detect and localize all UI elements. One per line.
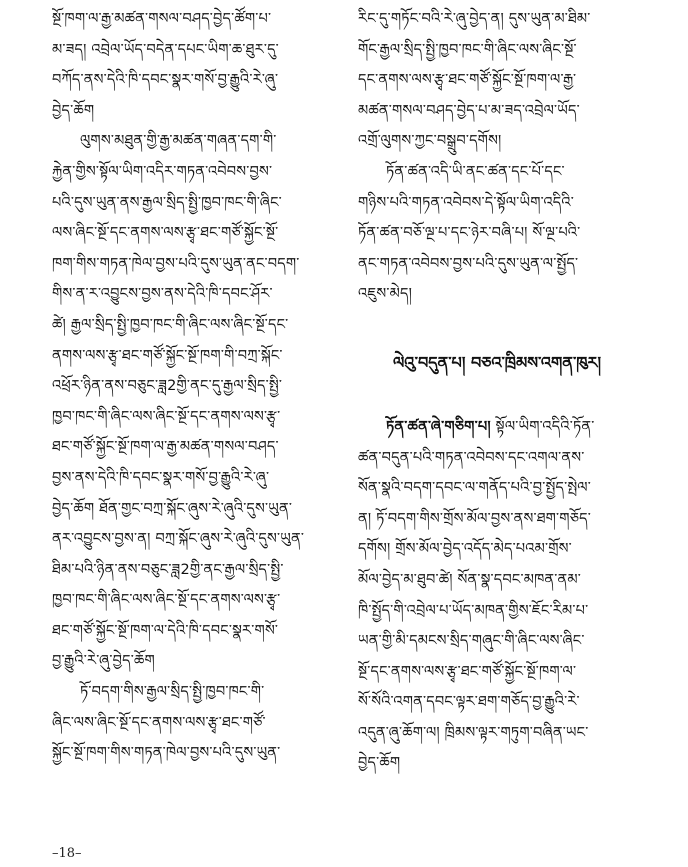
text-line: འཇུས་མེད། bbox=[358, 286, 413, 303]
text-line: ཡན་གྱི་མི་དམངས་སྲིད་གཞུང་གི་ཞིང་ལས་ཞིང་ bbox=[358, 633, 585, 650]
text-line: དགོས། གྲོས་མོལ་བྱེད་འདོད་མེད་པའམ་གྲོས་ bbox=[358, 541, 572, 558]
text-line: བྱེད་ཆོག ཐོན་གྱང་བཀྲ་སྐོང་ཞུས་རེ་ཞུའི་དུས་ཡུན་ bbox=[52, 500, 293, 517]
right-paragraph-2 bbox=[358, 157, 636, 310]
text-line: ཐང་གཙོ་སྐྱོང་སྔོ་ཁག་ལ་དེའི་ཁི་དབང་སྣར་གསོ་ bbox=[52, 622, 279, 639]
left-column bbox=[52, 4, 328, 769]
text-line: པའི་དུས་ཡུན་ནས་རྒྱལ་སྲིད་སྤྱི་ཁྱབ་ཁང་གི་ཞིང་ bbox=[52, 194, 282, 211]
text-line: ནར་འབྱུངས་བྱས་ན། བཀྲ་སྐོང་ཞུས་རེ་ཞུའི་དུས་ཡུན་ bbox=[52, 531, 305, 548]
text-line: མཚན་གསལ་བཤད་བྱེད་པ་མ་ཟད་འབྲེལ་ཡོད་ bbox=[358, 102, 580, 119]
text-line: མོལ་བྱེད་མ་ཐུབ་ཚེ། སོན་སྣ་དབང་མཁན་ནམ་ bbox=[358, 571, 582, 588]
text-line: འཕྲོར་ཉིན་ནས་བཅུང་ཟླ2གྱི་ནང་དུ་རྒྱལ་སྲིད་སྤྱི་ bbox=[52, 378, 283, 395]
text-line: བཀོད་ནས་དེའི་ཁི་དབང་སྣར་གསོ་བྱ་རྒྱུའི་རེ་ཞུ་ bbox=[52, 72, 279, 89]
text-line: ཁྱབ་ཁང་གི་ཞིང་ལས་ཞིང་སྔོ་དང་ནགས་ལས་རྩྭ་ bbox=[52, 592, 281, 609]
text-line: བྱེད་ཆོག bbox=[358, 755, 401, 772]
text-line: ན། ཏོ་བདག་གིས་གྲོས་མོལ་བྱས་ནས་ཐག་གཅོད་ bbox=[358, 510, 591, 527]
left-paragraph-1 bbox=[52, 4, 328, 126]
text-line: སོ་སོའི་འགན་དབང་ལྟར་ཐག་གཅོད་བྱ་རྒྱུའི་རེ་ bbox=[358, 694, 580, 711]
text-line: སོན་སྣའི་བདག་དབང་ལ་གནོད་པའི་བྱ་སྤྱོད་སྤེལ་ bbox=[358, 480, 591, 497]
text-line: གོང་རྒྱལ་སྲིད་སྤྱི་ཁྱབ་ཁང་གི་ཞིང་ལས་ཞིང་སྔོ་ bbox=[358, 41, 577, 58]
article-first-line: སྟོལ་ཡིག་འདིའི་ཏོན་ bbox=[490, 418, 595, 435]
text-line: འགྲོ་ལུགས་ཀྱང་བསྒྲུབ་དགོས། bbox=[358, 133, 502, 150]
text-line: སྔོ་དང་ནགས་ལས་རྩྭ་ཐང་གཙོ་སྐྱོང་སྔོ་ཁག་ལ་ bbox=[358, 663, 577, 680]
left-paragraph-3 bbox=[52, 677, 328, 769]
text-line: འདུན་ཞུ་ཆོག་ལ། ཁྲིམས་ལྟར་གཏུག་བཞིན་ཡང་ bbox=[358, 724, 589, 741]
text-line: ནགས་ལས་རྩྭ་ཐང་གཙོ་སྐྱོང་སྔོ་ཁག་གི་བཀྲ་སྐོང་ bbox=[52, 347, 283, 364]
text-line: སྐྱོང་སྔོ་ཁག་གིས་གཏན་ཁེལ་བྱས་པའི་དུས་ཡུན་ bbox=[52, 745, 281, 762]
text-line: ལས་ཞིང་སྔོ་དང་ནགས་ལས་རྩྭ་ཐང་གཙོ་སྐྱོང་སྔོ་ bbox=[52, 225, 279, 242]
text-line: ཐིམ་པའི་ཉིན་ནས་བཅུང་ཟླ2གྱི་ནང་རྒྱལ་སྲིད་སྤྱི་ bbox=[52, 561, 284, 578]
text-line: སྔོ་ཁག་ལ་རྒྱ་མཚན་གསལ་བཤད་བྱེད་ཚོག་པ་ bbox=[52, 11, 272, 27]
text-line: ཁྱབ་ཁང་གི་ཞིང་ལས་ཞིང་སྔོ་དང་ནགས་ལས་རྩྭ་ bbox=[52, 408, 281, 425]
text-line: ཞིང་ལས་ཞིང་སྔོ་དང་ནགས་ལས་རྩྭ་ཐང་གཙོ་ bbox=[52, 714, 266, 731]
text-line: རིང་དུ་གཏོང་བའི་རེ་ཞུ་བྱེད་ན། དུས་ཡུན་མ་ཐིམ་ bbox=[358, 11, 591, 27]
text-line: རྐྱེན་གྱིས་སྟོལ་ཡིག་འདིར་གཏན་འབེབས་བྱས་ bbox=[52, 163, 273, 180]
right-paragraph-1 bbox=[358, 4, 636, 157]
text-line: ཏོ་བདག་གིས་རྒྱལ་སྲིད་སྤྱི་ཁྱབ་ཁང་གི་ bbox=[80, 684, 265, 701]
text-line: ཚེ། རྒྱལ་སྲིད་སྤྱི་ཁྱབ་ཁང་གི་ཞིང་ལས་ཞིང་སྔོ་དང་ bbox=[52, 316, 289, 333]
text-line: བྱ་རྒྱུའི་རེ་ཞུ་བྱེད་ཆོག bbox=[52, 653, 155, 670]
text-line bbox=[358, 412, 636, 443]
text-line: ཏོན་ཚན་འདི་ཡི་ནང་ཚན་དང་པོ་དང་ bbox=[386, 163, 565, 180]
text-line: ནང་གཏན་འབེབས་བྱས་པའི་དུས་ཡུན་ལ་སྤྱོད་ bbox=[358, 255, 579, 272]
section-title: ལེའུ་བདུན་པ། བཅའ་ཁྲིམས་འགན་ཁུར། bbox=[392, 352, 602, 372]
text-line: མ་ཟད། འབྲེལ་ཡོད་བདེན་དཔང་ཡིག་ཆ་ཐུར་དུ་ bbox=[52, 41, 279, 58]
text-line: ཚན་བདུན་པའི་གཏན་འབེབས་དང་འགལ་ནས་ bbox=[358, 449, 585, 466]
text-line: ལུགས་མཐུན་གྱི་རྒྱ་མཚན་གཞན་དག་གི་ bbox=[80, 133, 277, 150]
text-line: དང་ནགས་ལས་རྩྭ་ཐང་གཙོ་སྐྱོང་སྔོ་ཁག་ལ་རྒྱ་ bbox=[358, 72, 577, 89]
text-line: བྱེད་ཆོག bbox=[52, 102, 95, 119]
text-line: ཐང་གཙོ་སྐྱོང་སྔོ་ཁག་ལ་རྒྱ་མཚན་གསལ་བཤད་ bbox=[52, 439, 279, 456]
text-line: ཁི་སྤྱོད་གི་འབྲེལ་པ་ཡོད་མཁན་གྱིས་ཇོང་རིམ་པ་ bbox=[358, 602, 589, 619]
article-number: ཏོན་ཚན་ཞེ་གཅིག་པ། bbox=[386, 418, 491, 435]
text-line: བྱས་ནས་དེའི་ཁི་དབང་སྣར་གསོ་བྱ་རྒྱུའི་རེ་ཞུ་ bbox=[52, 469, 270, 486]
text-line: གཉིས་པའི་གཏན་འབེབས་དེ་སྟོལ་ཡིག་འདིའི་ bbox=[358, 194, 574, 211]
text-line: གིས་ན་ར་འབྱུངས་བྱས་ནས་དེའི་ཁི་དབང་ཤོར་ bbox=[52, 286, 273, 303]
right-paragraph-3 bbox=[358, 412, 636, 779]
right-column bbox=[358, 4, 636, 779]
left-paragraph-2 bbox=[52, 126, 328, 677]
text-line: ཏོན་ཚན་བཅོ་ལྔ་པ་དང་ཉེར་བཞི་པ། སོ་ལྔ་པའི་ bbox=[358, 225, 581, 242]
text-line: ཁག་གིས་གཏན་ཁེལ་བྱས་པའི་དུས་ཡུན་ནང་བདག་ bbox=[52, 255, 300, 272]
page-number: –18– bbox=[52, 846, 82, 861]
